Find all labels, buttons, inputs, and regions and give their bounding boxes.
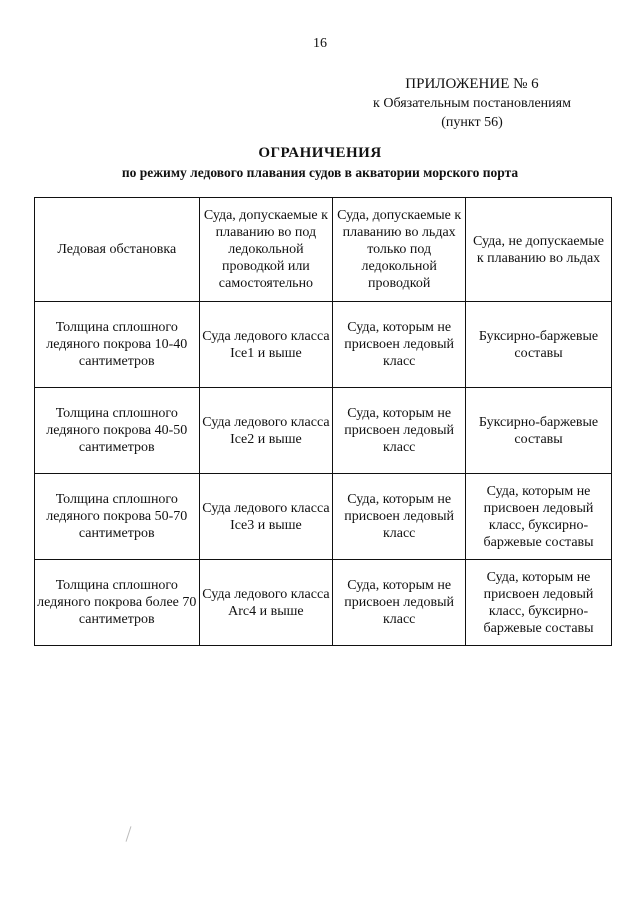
- table-row: [35, 560, 612, 646]
- cell-not-allowed: Буксирно-баржевые составы: [466, 302, 612, 388]
- header-independent-or-escort: Суда, допускаемые к плаванию во под ледокольной проводкой или самостоятельно: [199, 198, 333, 302]
- header-not-allowed: Суда, не допускаемые к плаванию во льдах: [466, 198, 612, 302]
- table-header-row: [35, 198, 612, 302]
- cell-independent: Суда ледового класса Arc4 и выше: [199, 560, 333, 646]
- page-number: 16: [313, 36, 327, 51]
- appendix-block: [332, 75, 612, 132]
- restrictions-table: [34, 197, 612, 646]
- cell-ice-conditions: Толщина сплошного ледяного покрова 40-50 сантиметров: [35, 388, 200, 474]
- header-escort-only: Суда, допускаемые к плаванию во льдах только под ледокольной проводкой: [333, 198, 466, 302]
- cell-ice-conditions: Толщина сплошного ледяного покрова 50-70 сантиметров: [35, 474, 200, 560]
- cell-independent: Суда ледового класса Ice1 и выше: [199, 302, 333, 388]
- cell-not-allowed: Суда, которым не присвоен ледовый класс, буксирно-баржевые составы: [466, 474, 612, 560]
- appendix-clause: (пункт 56): [441, 115, 503, 130]
- cell-independent: Суда ледового класса Ice2 и выше: [199, 388, 333, 474]
- scan-artifact-mark: [126, 826, 132, 842]
- header-ice-conditions: Ледовая обстановка: [35, 198, 200, 302]
- cell-not-allowed: Буксирно-баржевые составы: [466, 388, 612, 474]
- cell-independent: Суда ледового класса Ice3 и выше: [199, 474, 333, 560]
- cell-escort-only: Суда, которым не присвоен ледовый класс: [333, 302, 466, 388]
- cell-escort-only: Суда, которым не присвоен ледовый класс: [333, 388, 466, 474]
- table-row: [35, 474, 612, 560]
- cell-ice-conditions: Толщина сплошного ледяного покрова 10-40 сантиметров: [35, 302, 200, 388]
- appendix-title: ПРИЛОЖЕНИЕ № 6: [405, 76, 539, 92]
- document-subtitle: по режиму ледового плавания судов в акватории морского порта: [121, 165, 519, 180]
- cell-escort-only: Суда, которым не присвоен ледовый класс: [333, 560, 466, 646]
- table-row: [35, 302, 612, 388]
- appendix-reference: к Обязательным постановлениям: [373, 96, 571, 111]
- document-title: ОГРАНИЧЕНИЯ: [258, 145, 382, 161]
- cell-not-allowed: Суда, которым не присвоен ледовый класс, буксирно-баржевые составы: [466, 560, 612, 646]
- cell-escort-only: Суда, которым не присвоен ледовый класс: [333, 474, 466, 560]
- table-row: [35, 388, 612, 474]
- cell-ice-conditions: Толщина сплошного ледяного покрова более 70 сантиметров: [35, 560, 200, 646]
